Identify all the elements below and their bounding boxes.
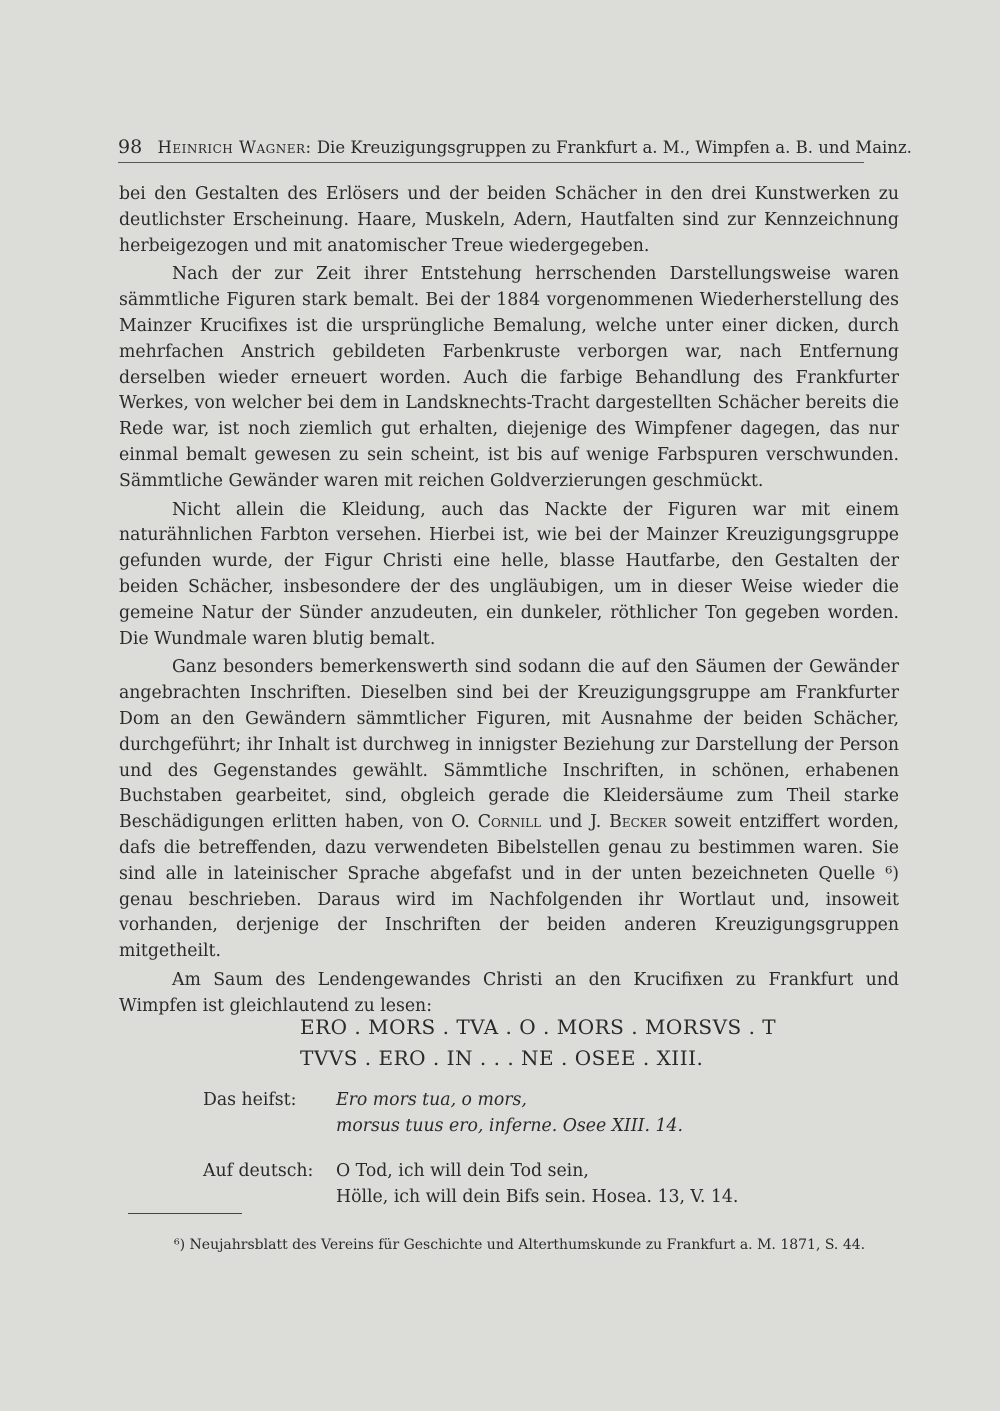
latin-line-2: morsus tuus ero, inferne. Osee XIII. 14. [336, 1116, 683, 1136]
latin-line-1: Ero mors tua, o mors, [336, 1090, 527, 1110]
label-auf-deutsch: Auf deutsch: [203, 1161, 314, 1181]
german-line-2: Hölle, ich will dein Bifs sein. Hosea. 13, V. 14. [336, 1187, 739, 1207]
header-title: Die Kreuzigungsgruppen zu Frankfurt a. M., Wimpfen a. B. und Mainz. [316, 138, 912, 157]
name-becker: J. Becker [590, 812, 667, 833]
inscription-line-2: TVVS . ERO . IN . . . NE . OSEE . XIII. [300, 1046, 704, 1070]
label-das-heisst: Das heifst: [203, 1090, 297, 1110]
footnote-marker: ⁶) [174, 1237, 186, 1253]
name-cornill: O. Cornill [451, 812, 542, 833]
german-row-1 [203, 1158, 903, 1184]
paragraph-3: Nicht allein die Kleidung, auch das Nackte der Figuren war mit einem naturähnlichen Farbton versehen. Hierbei ist, wie bei der Mainzer Kreuzigungsgruppe gefunden wurde, der Figur Christi eine helle, blasse Hautfarbe, den Gestalten der beiden Schächer, insbesondere der des ungläubigen, um in dieser Weise wieder die gemeine Natur der Sünder anzudeuten, ein dunkeler, röthlicher Ton gegeben worden. Die Wundmale waren blutig bemalt. [119, 499, 899, 649]
translation-block [203, 1087, 903, 1210]
body-text [119, 182, 899, 1023]
paragraph-4 [119, 655, 899, 965]
page-number: 98 [118, 136, 143, 158]
paragraph-4-part-c: soweit entziffert worden, dafs die betreffenden, dazu verwendeten Bibelstellen genau zu bestimmen waren. Sie sind alle in lateinischer Sprache abgefafst und in der unten bezeichneten Quelle [119, 812, 899, 884]
footnote-text: Neujahrsblatt des Vereins für Geschichte und Alterthumskunde zu Frankfurt a. M. 1871, S. 44. [189, 1237, 866, 1253]
german-line-1: O Tod, ich will dein Tod sein, [336, 1161, 589, 1181]
inscription-line-1: ERO . MORS . TVA . O . MORS . MORSVS . T [300, 1015, 777, 1039]
paragraph-1: bei den Gestalten des Erlösers und der beiden Schächer in den drei Kunstwerken zu deutlichster Erscheinung. Haare, Muskeln, Adern, Hautfalten sind zur Kennzeichnung herbeigezogen und mit anatomischer Treue wiedergegeben. [119, 184, 899, 256]
footnote-divider [128, 1213, 242, 1214]
latin-row-2 [203, 1113, 903, 1139]
paragraph-4-part-b: und [548, 812, 583, 833]
footnote [174, 1237, 934, 1253]
header-author: Heinrich Wagner: [157, 138, 312, 157]
latin-row-1 [203, 1087, 903, 1113]
running-header [118, 136, 912, 163]
paragraph-4-part-a: Ganz besonders bemerkenswerth sind sodann die auf den Säumen der Gewänder angebrachten Inschriften. Dieselben sind bei der Kreuzigungsgruppe am Frankfurter Dom an den Gewändern sämmtlicher Figuren, mit Ausnahme der beiden Schächer, durchgeführt; ihr Inhalt ist durchweg in innigster Beziehung zur Darstellung der Person und des Gegenstandes gewählt. Sämmtliche Inschriften, in schönen, erhabenen Buchstaben gearbeitet, sind, obgleich gerade die Kleidersäume zum Theil starke Beschädigungen erlitten haben, von [119, 657, 899, 833]
paragraph-2: Nach der zur Zeit ihrer Entstehung herrschenden Darstellungsweise waren sämmtliche Figuren stark bemalt. Bei der 1884 vorgenommenen Wiederherstellung des Mainzer Krucifixes ist die ursprüngliche Bemalung, welche unter einer dicken, durch mehrfachen Anstrich gebildeten Farbenkruste verborgen war, nach Entfernung derselben wieder erneuert worden. Auch die farbige Behandlung des Frankfurter Werkes, von welcher bei dem in Landsknechts-Tracht dargestellten Schächer bereits die Rede war, ist noch ziemlich gut erhalten, diejenige des Wimpfener dagegen, das nur einmal bemalt gewesen zu sein scheint, ist bis auf wenige Farbspuren verschwunden. Sämmtliche Gewänder waren mit reichen Goldverzierungen geschmückt. [119, 264, 899, 491]
paragraph-4-part-d: genau beschrieben. Daraus wird im Nachfolgenden ihr Wortlaut und, insoweit vorhanden, derjenige der Inschriften der beiden anderen Kreuzigungsgruppen mitgetheilt. [119, 889, 899, 962]
german-row-2 [203, 1184, 903, 1210]
inscription-block [300, 1012, 900, 1074]
footnote-reference: ⁶) [885, 863, 899, 884]
paragraph-5: Am Saum des Lendengewandes Christi an den Krucifixen zu Frankfurt und Wimpfen ist gleichlautend zu lesen: [119, 969, 899, 1016]
